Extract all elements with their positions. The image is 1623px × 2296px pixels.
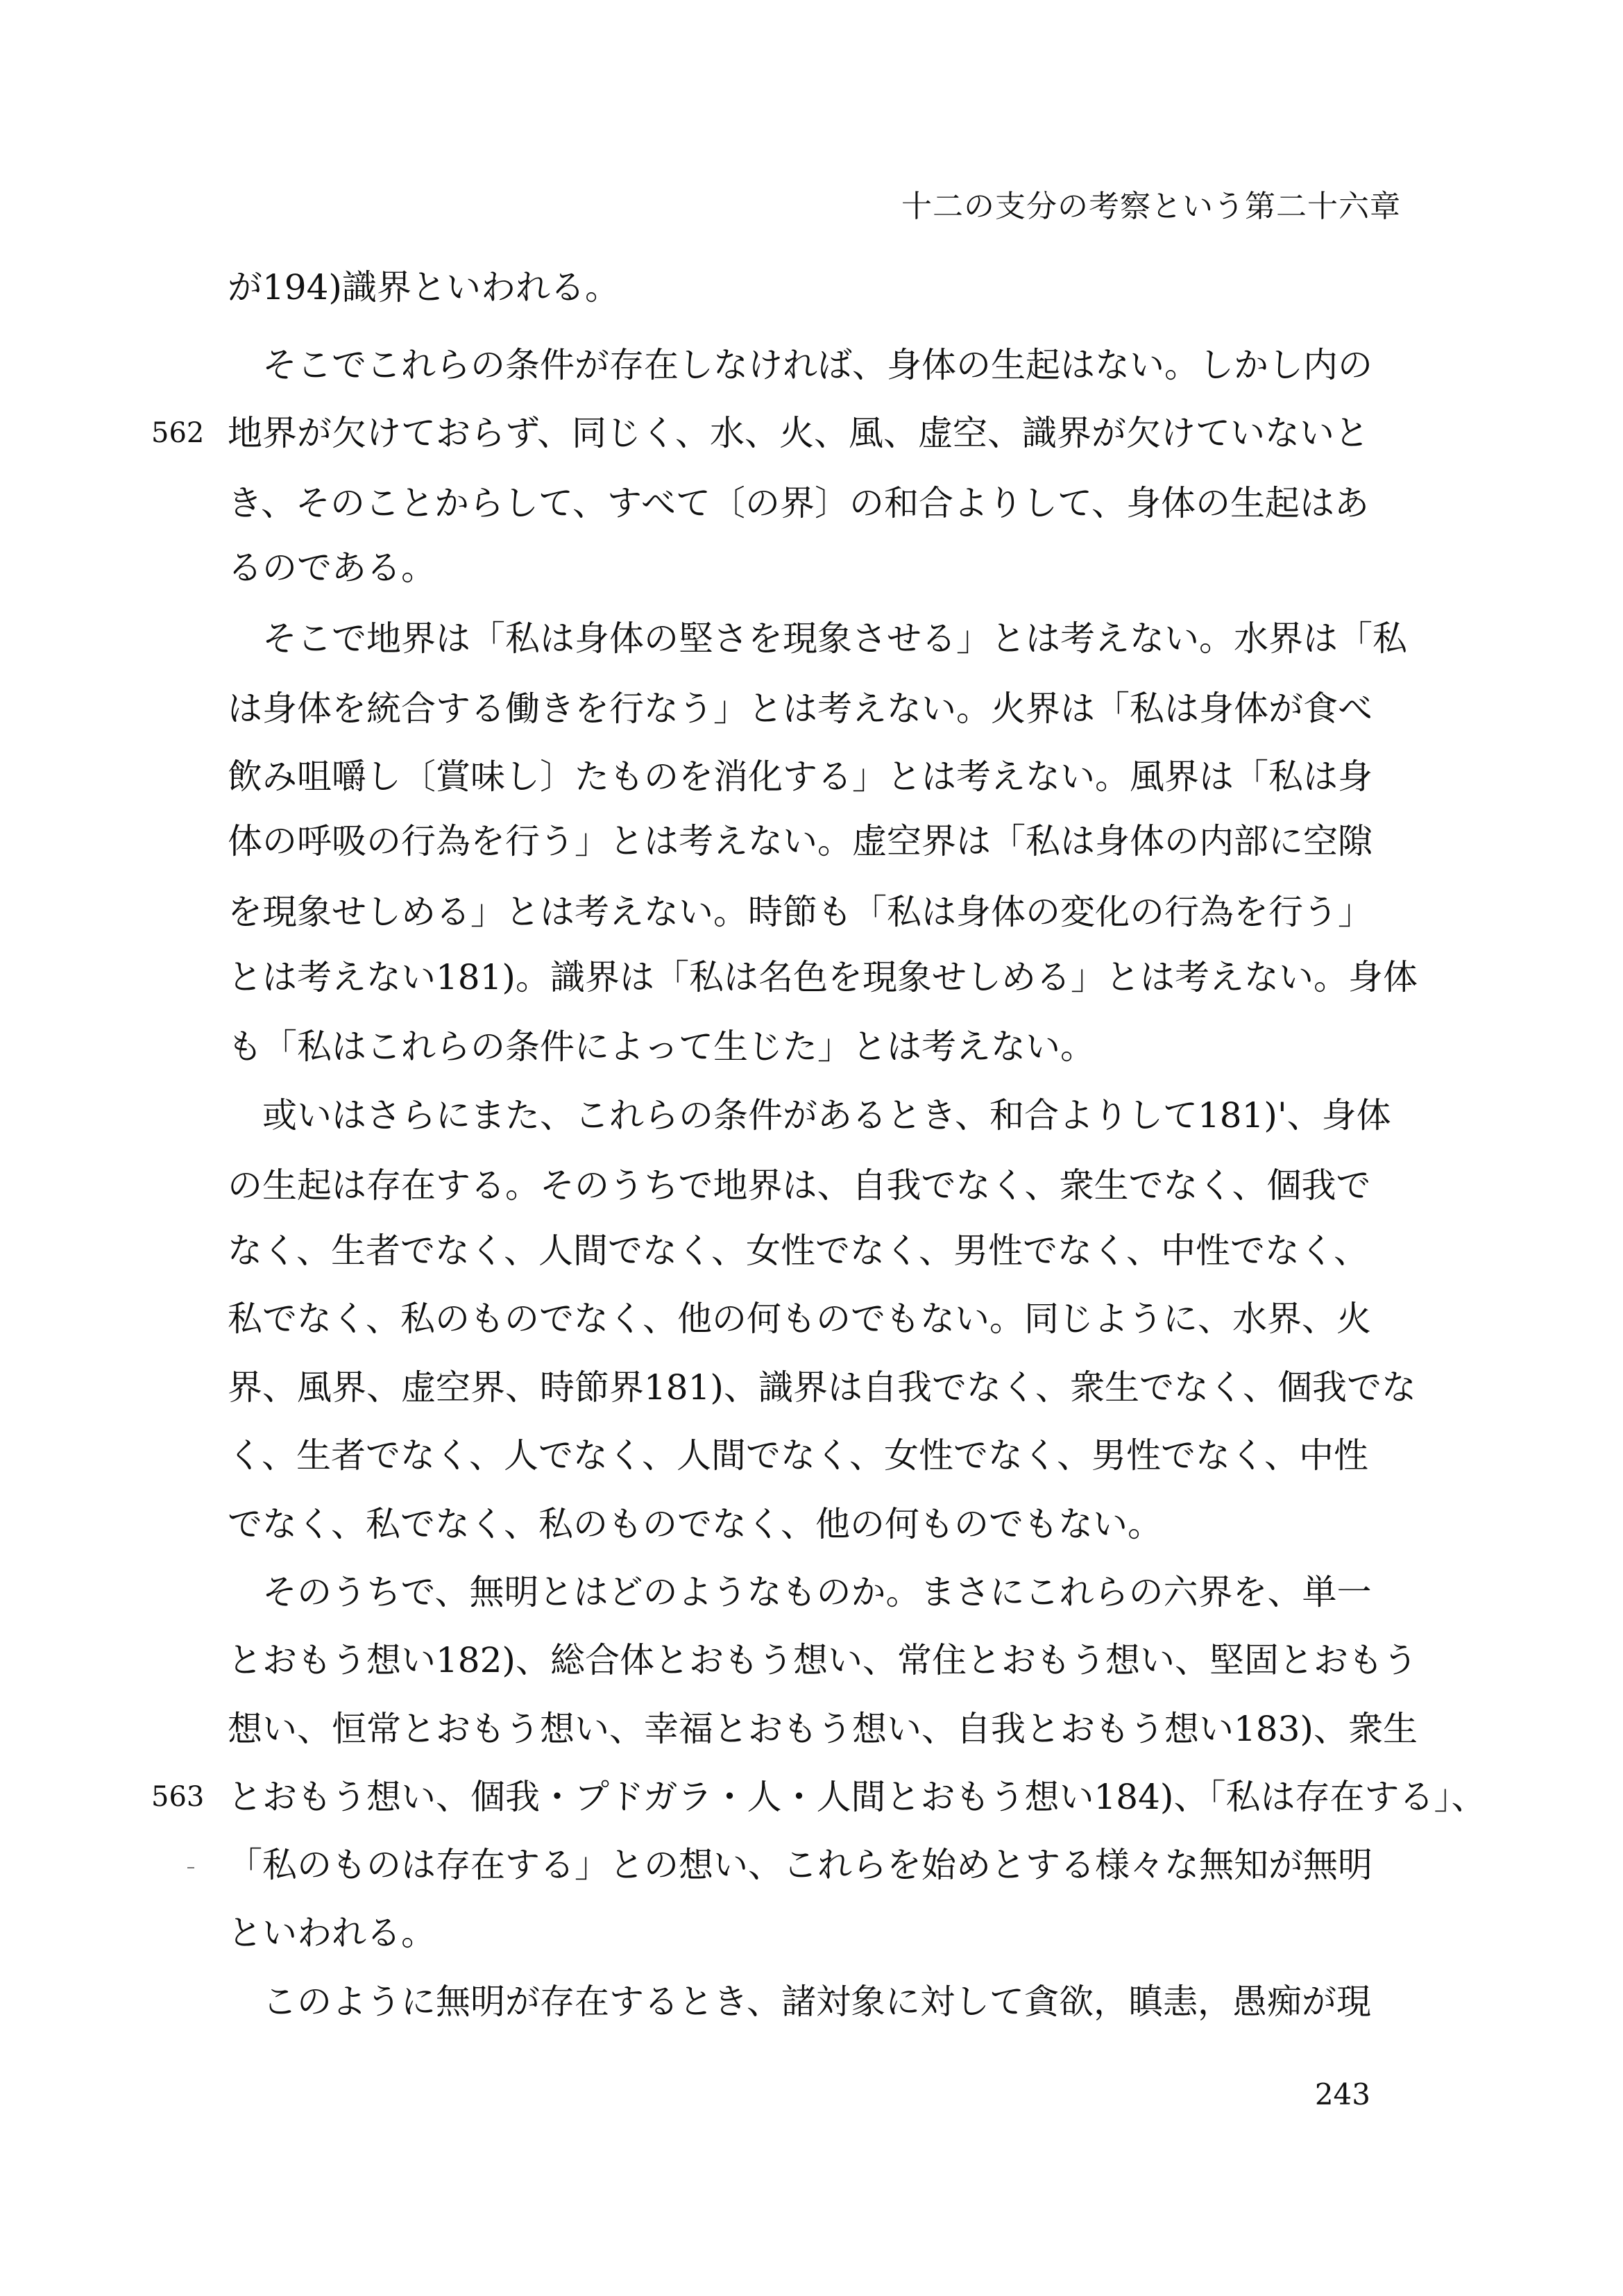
text-line: 想い、恒常とおもう想い、幸福とおもう想い、自我とおもう想い183)、衆生 [228, 1709, 1418, 1749]
text-line: といわれる。 [228, 1913, 436, 1953]
text-line: も「私はこれらの条件によって生じた」とは考えない。 [228, 1027, 1095, 1067]
text-line: 或いはさらにまた、これらの条件があるとき、和合よりして181)'、身体 [262, 1095, 1391, 1136]
text-line: 界、風界、虚空界、時節界181)、識界は自我でなく、衆生でなく、個我でな [228, 1367, 1416, 1408]
text-line: 体の呼吸の行為を行う」とは考えない。虚空界は「私は身体の内部に空隙 [228, 821, 1373, 861]
text-line: とおもう想い、個我・プドガラ・人・人間とおもう想い184)、「私は存在する」、 [228, 1777, 1486, 1817]
text-line: を現象せしめる」とは考えない。時節も「私は身体の変化の行為を行う」 [228, 892, 1373, 932]
text-line: そこでこれらの条件が存在しなければ、身体の生起はない。しかし内の [262, 345, 1373, 385]
text-line: く、生者でなく、人でなく、人間でなく、女性でなく、男性でなく、中性 [228, 1435, 1368, 1476]
margin-tick-mark [187, 1867, 194, 1868]
text-line: そのうちで、無明とはどのようなものか。まさにこれらの六界を、単一 [262, 1572, 1372, 1612]
page-number: 243 [1314, 2077, 1370, 2111]
text-line: が194)識界といわれる。 [228, 267, 620, 307]
text-line: とおもう想い182)、総合体とおもう想い、常住とおもう想い、堅固とおもう [228, 1640, 1418, 1680]
running-header: 十二の支分の考察という第二十六章 [901, 189, 1401, 224]
text-line: るのである。 [228, 548, 436, 588]
text-line: なく、生者でなく、人間でなく、女性でなく、男性でなく、中性でなく、 [228, 1231, 1368, 1271]
margin-number: 562 [151, 417, 205, 449]
text-line: 私でなく、私のものでなく、他の何ものでもない。同じように、水界、火 [228, 1299, 1371, 1339]
text-line: 「私のものは存在する」との想い、これらを始めとする様々な無知が無明 [228, 1845, 1373, 1885]
margin-number: 563 [151, 1781, 205, 1813]
text-line: は身体を統合する働きを行なう」とは考えない。火界は「私は身体が食べ [228, 689, 1373, 729]
text-line: でなく、私でなく、私のものでなく、他の何ものでもない。 [228, 1504, 1162, 1544]
text-line: 地界が欠けておらず、同じく、水、火、風、虚空、識界が欠けていないと [228, 413, 1369, 453]
text-line: そこで地界は「私は身体の堅さを現象させる」とは考えない。水界は「私 [262, 618, 1407, 659]
text-line: き、そのことからして、すべて〔の界〕の和合よりして、身体の生起はあ [228, 483, 1369, 523]
text-line: の生起は存在する。そのうちで地界は、自我でなく、衆生でなく、個我で [228, 1165, 1371, 1206]
text-line: とは考えない181)。識界は「私は名色を現象せしめる」とは考えない。身体 [228, 957, 1418, 997]
text-line: 飲み咀嚼し〔賞味し〕たものを消化する」とは考えない。風界は「私は身 [228, 757, 1373, 797]
text-line: このように無明が存在するとき、諸対象に対して貪欲，瞋恚，愚痴が現 [262, 1982, 1371, 2022]
